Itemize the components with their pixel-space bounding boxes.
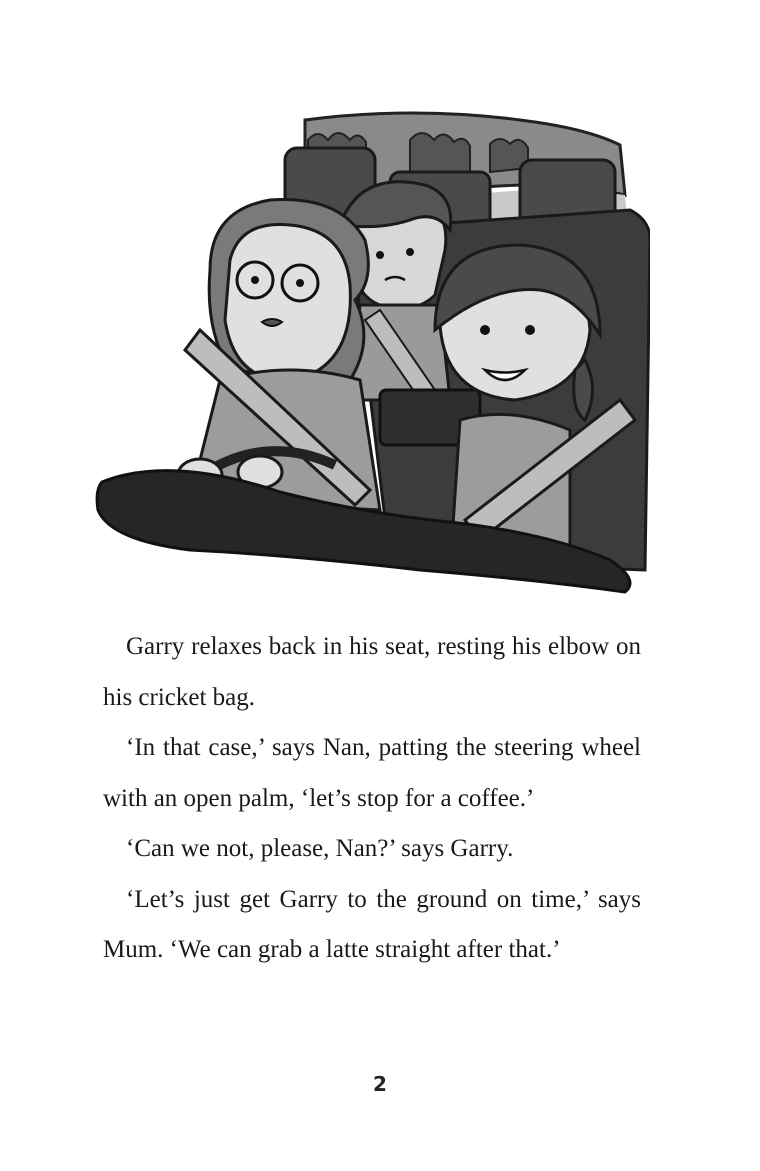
paragraph: ‘Let’s just get Garry to the ground on time,’ says Mum. ‘We can grab a latte straight after that.’ (103, 885, 641, 963)
paragraph: ‘In that case,’ says Nan, patting the steering wheel with an open palm, ‘let’s stop for a coffee.’ (103, 734, 641, 812)
car-family-illustration (90, 100, 650, 600)
page-number: 2 (373, 1072, 387, 1096)
paragraph: Garry relaxes back in his seat, resting his elbow on his cricket bag. (103, 633, 641, 711)
paragraph: ‘Can we not, please, Nan?’ says Garry. (126, 835, 514, 862)
story-text (103, 622, 641, 976)
